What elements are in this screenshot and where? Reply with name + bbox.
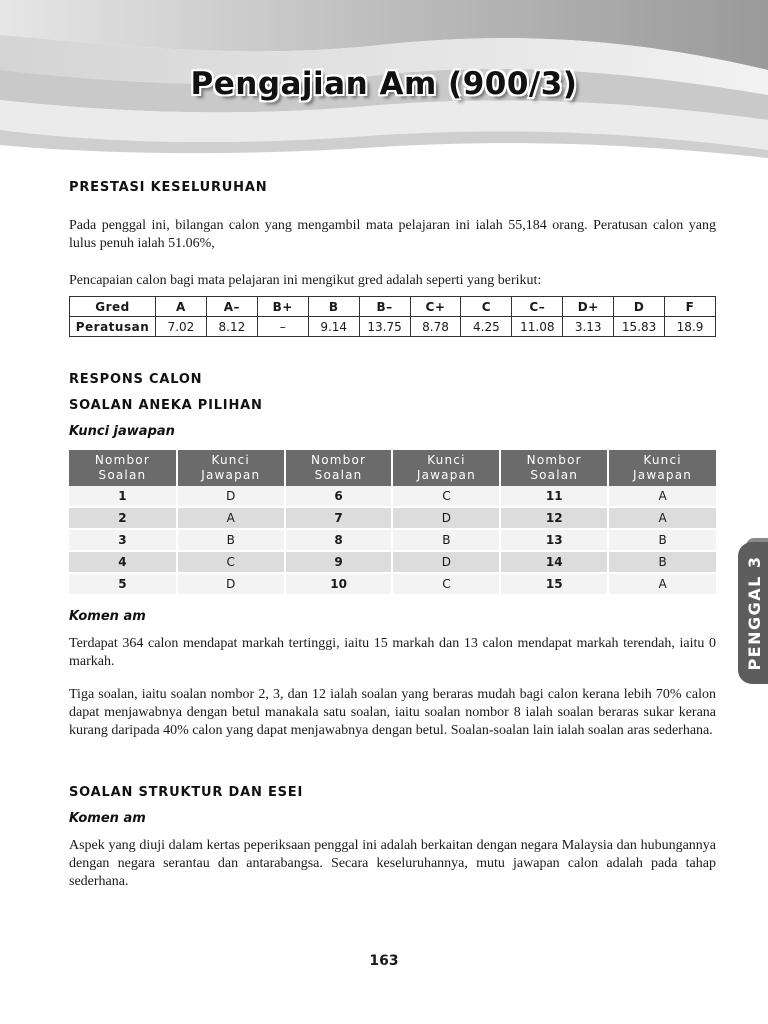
grade-cell: D [614,297,665,317]
komen-am-label: Komen am [69,609,146,624]
grade-cell: A– [206,297,257,317]
answer-key: B [392,529,500,551]
grade-cell: F [665,297,716,317]
answer-key: A [608,486,716,507]
column-header-nombor [500,450,608,486]
question-number: 11 [500,486,608,507]
percentage-row-label: Peratusan [70,317,156,337]
table-row [69,486,716,507]
grade-cell: A [156,297,207,317]
grade-cell: D+ [563,297,614,317]
answer-header-row [69,450,716,486]
question-number: 10 [285,573,393,595]
grade-header-label: Gred [70,297,156,317]
answer-table-container [69,450,716,596]
header-line: Nombor [94,453,150,467]
header-line: Nombor [311,453,367,467]
percentage-row [70,317,716,337]
column-header-nombor [69,450,177,486]
grade-header-row [70,297,716,317]
answer-key: D [392,551,500,573]
column-header-nombor [285,450,393,486]
table-row [69,551,716,573]
percentage-cell: 9.14 [308,317,359,337]
answer-key: A [608,507,716,529]
question-number: 5 [69,573,177,595]
question-number: 1 [69,486,177,507]
grade-table-container [69,296,716,337]
question-number: 6 [285,486,393,507]
percentage-cell: 15.83 [614,317,665,337]
answer-key: D [392,507,500,529]
grade-table [69,296,716,337]
section-heading-prestasi: PRESTASI KESELURUHAN [69,180,268,195]
answer-key: C [392,573,500,595]
header-line: Jawapan [633,468,693,482]
question-number: 13 [500,529,608,551]
komen-paragraph-2: Tiga soalan, iaitu soalan nombor 2, 3, dan 12 ialah soalan yang beraras mudah bagi calon kerana lebih 70% calon dapat menjawabnya dengan betul manakala satu soalan, iaitu soalan nombor 8 ialah soalan beraras sukar kerana kurang daripada 40% calon yang dapat menjawabnya dengan betul. Soalan-soalan lain ialah soalan aras sederhana. [69,687,716,738]
grade-cell: B+ [257,297,308,317]
answer-key: D [177,573,285,595]
percentage-cell: – [257,317,308,337]
header-line: Kunci [211,453,250,467]
percentage-cell: 8.78 [410,317,461,337]
side-tab-label: PENGGAL 3 [745,555,764,671]
answer-key: B [608,529,716,551]
header-line: Jawapan [201,468,261,482]
percentage-cell: 3.13 [563,317,614,337]
header-line: Soalan [530,468,579,482]
grade-cell: C [461,297,512,317]
answer-key: B [177,529,285,551]
grade-cell: C+ [410,297,461,317]
percentage-cell: 18.9 [665,317,716,337]
side-tab [738,542,768,684]
header-line: Soalan [314,468,363,482]
question-number: 8 [285,529,393,551]
header-line: Nombor [526,453,582,467]
answer-key: C [177,551,285,573]
question-number: 4 [69,551,177,573]
question-number: 15 [500,573,608,595]
prestasi-paragraph-2: Pencapaian calon bagi mata pelajaran ini mengikut gred adalah seperti yang berikut: [69,273,542,288]
prestasi-paragraph-1: Pada penggal ini, bilangan calon yang mengambil mata pelajaran ini ialah 55,184 orang. Peratusan calon yang lulus penuh ialah 51.06%, [69,218,716,251]
answer-key: A [177,507,285,529]
question-number: 7 [285,507,393,529]
question-number: 14 [500,551,608,573]
answer-key-table [69,450,716,596]
question-number: 2 [69,507,177,529]
percentage-cell: 4.25 [461,317,512,337]
header-line: Kunci [643,453,682,467]
grade-cell: B– [359,297,410,317]
percentage-cell: 8.12 [206,317,257,337]
komen-paragraph-1: Terdapat 364 calon mendapat markah tertinggi, iaitu 15 markah dan 13 calon mendapat markah terendah, iaitu 0 markah. [69,636,716,669]
table-row [69,529,716,551]
percentage-cell: 7.02 [156,317,207,337]
kunci-jawapan-label: Kunci jawapan [69,424,175,439]
section-heading-respons: RESPONS CALON [69,372,203,387]
struktur-paragraph: Aspek yang diuji dalam kertas peperiksaan penggal ini adalah berkaitan dengan negara Malaysia dan hubungannya dengan negara serantau dan antarabangsa. Secara keseluruhannya, mutu jawapan calon adalah pada tahap sederhana. [69,838,716,889]
answer-key: C [392,486,500,507]
subheading-aneka-pilihan: SOALAN ANEKA PILIHAN [69,398,263,413]
column-header-kunci [177,450,285,486]
answer-key: B [608,551,716,573]
grade-cell: B [308,297,359,317]
table-row [69,507,716,529]
answer-key: D [177,486,285,507]
header-line: Soalan [98,468,147,482]
page-number: 163 [369,953,399,969]
table-row [69,573,716,595]
question-number: 12 [500,507,608,529]
grade-cell: C– [512,297,563,317]
percentage-cell: 11.08 [512,317,563,337]
section-heading-struktur: SOALAN STRUKTUR DAN ESEI [69,785,304,800]
column-header-kunci [608,450,716,486]
percentage-cell: 13.75 [359,317,410,337]
header-line: Jawapan [416,468,476,482]
column-header-kunci [392,450,500,486]
header-line: Kunci [427,453,466,467]
komen-am-label-2: Komen am [69,811,146,826]
page-title: Pengajian Am (900/3) [190,66,578,102]
question-number: 9 [285,551,393,573]
question-number: 3 [69,529,177,551]
answer-key: A [608,573,716,595]
